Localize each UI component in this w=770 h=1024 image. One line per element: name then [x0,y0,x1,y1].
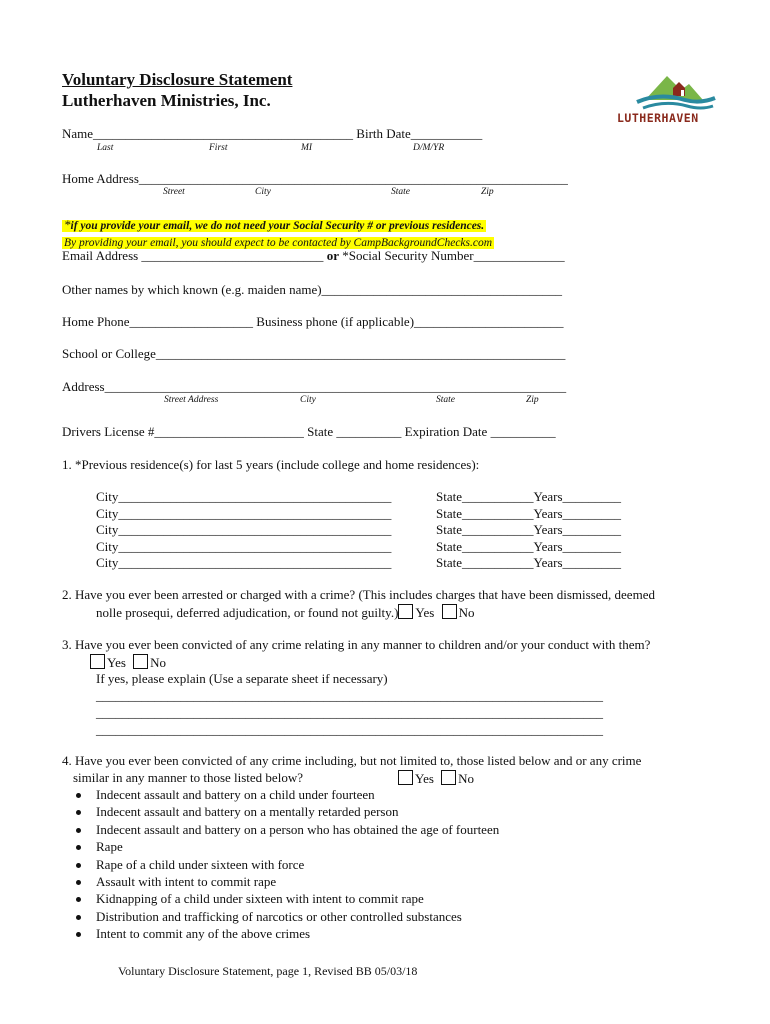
address-sub-zip: Zip [526,395,539,405]
q4-yes-label: Yes [415,771,434,786]
crime-list-item: Distribution and trafficking of narcotics or other controlled substances [96,908,462,924]
q3-yes-checkbox[interactable] [90,654,105,669]
page-footer: Voluntary Disclosure Statement, page 1, Revised BB 05/03/18 [118,964,418,978]
school-field[interactable]: School or College_______________________________________________________________ [62,346,566,361]
question-2-line-1: 2. Have you ever been arrested or charged with a crime? (This includes charges that have been dismissed, deemed [62,587,655,602]
bullet-icon [76,932,81,937]
drivers-license-field[interactable]: Drivers License #_______________________ State __________ Expiration Date __________ [62,424,556,439]
crime-list-item: Intent to commit any of the above crimes [96,926,311,942]
name-sub-last: Last [97,143,114,153]
address-sub-street: Street Address [164,395,219,405]
q2-no-label: No [458,605,475,620]
residence-state-lines[interactable] [436,489,621,572]
residence-city-lines[interactable] [96,489,391,572]
q2-yes-checkbox[interactable] [398,604,413,619]
q3-explain-label: If yes, please explain (Use a separate sheet if necessary) [96,671,388,686]
home-sub-street: Street [163,187,185,197]
or-label: or [326,248,339,263]
home-sub-city: City [255,187,271,197]
residence-state-years-line[interactable]: State___________Years_________ [436,522,622,537]
address-sub-state: State [436,395,455,405]
residence-state-years-line[interactable]: State___________Years_________ [436,489,622,504]
q3-explain-lines[interactable] [96,687,603,738]
name-birthdate-field[interactable]: Name________________________________________ Birth Date___________ [62,126,483,141]
q3-no-label: No [150,655,167,670]
q3-yes-label: Yes [107,655,126,670]
residence-city-line[interactable]: City__________________________________________ [96,538,392,554]
bullet-icon [76,828,81,833]
residence-state-years-line[interactable]: State___________Years_________ [436,555,622,570]
organization-name: Lutherhaven Ministries, Inc. [62,91,271,110]
bullet-icon [76,793,81,798]
email-field[interactable]: Email Address ____________________________ [62,248,324,263]
residence-city-line[interactable]: City__________________________________________ [96,505,392,521]
residence-city-line[interactable]: City__________________________________________ [96,555,392,570]
ssn-field[interactable]: *Social Security Number______________ [342,248,565,263]
lutherhaven-logo [615,68,730,126]
other-names-field[interactable]: Other names by which known (e.g. maiden name)_____________________________________ [62,282,563,297]
question-3: 3. Have you ever been convicted of any crime relating in any manner to children and/or your conduct with them? [62,637,651,652]
explain-line[interactable]: ______________________________________________________________________________ [96,705,603,720]
q3-options [90,654,166,671]
address-field[interactable]: Address_______________________________________________________________________ [62,379,567,394]
form-title: Voluntary Disclosure Statement [62,70,293,89]
bullet-icon [76,863,81,868]
q2-yes-label: Yes [415,605,435,620]
crime-list-item: Assault with intent to commit rape [96,874,277,889]
home-sub-zip: Zip [481,187,494,197]
q4-no-checkbox[interactable] [441,770,456,785]
question-2-line-2: nolle prosequi, deferred adjudication, or found not guilty.) Yes No [96,605,475,620]
question-4-line-1: 4. Have you ever been convicted of any crime including, but not limited to, those listed below and or any crime [62,753,642,768]
name-sub-mi: MI [301,143,313,153]
explain-line[interactable]: ______________________________________________________________________________ [96,688,603,703]
crime-list-item: Indecent assault and battery on a mentally retarded person [96,804,399,820]
name-sub-dob: D/M/YR [413,143,445,153]
residence-state-years-line[interactable]: State___________Years_________ [436,538,622,554]
mountain-house-icon [615,68,730,112]
email-ssn-row [62,248,565,264]
q4-no-label: No [458,771,475,786]
question-1: 1. *Previous residence(s) for last 5 years (include college and home residences): [62,457,480,472]
notice-line-2: By providing your email, you should expect to be contacted by CampBackgroundChecks.com [64,237,493,249]
residence-state-years-line[interactable]: State___________Years_________ [436,505,622,521]
bullet-icon [76,810,81,815]
bullet-icon [76,880,81,885]
crime-list-item: Rape of a child under sixteen with force [96,856,305,872]
question-4-line-2: similar in any manner to those listed below? [73,770,303,785]
crime-list-item: Indecent assault and battery on a person who has obtained the age of fourteen [96,821,500,837]
bullet-icon [76,897,81,902]
phone-fields[interactable]: Home Phone___________________ Business phone (if applicable)_______________________ [62,314,564,329]
residence-city-line[interactable]: City__________________________________________ [96,489,392,504]
crime-list-item: Indecent assault and battery on a child under fourteen [96,787,375,802]
home-address-field[interactable]: Home Address__________________________________________________________________ [62,171,568,186]
bullet-icon [76,915,81,920]
notice-line-1: *if you provide your email, we do not need your Social Security # or previous residences. [64,217,485,232]
logo-text: LUTHERHAVEN [617,111,699,125]
address-sub-city: City [300,395,316,405]
residence-city-line[interactable]: City__________________________________________ [96,522,392,537]
home-sub-state: State [391,187,410,197]
explain-line[interactable]: ______________________________________________________________________________ [96,722,603,737]
q3-no-checkbox[interactable] [133,654,148,669]
crime-list-item: Kidnapping of a child under sixteen with intent to commit rape [96,891,424,907]
bullet-icon [76,845,81,850]
name-sub-first: First [209,143,228,153]
crime-list-item: Rape [96,839,123,855]
q4-options [398,770,474,787]
q4-yes-checkbox[interactable] [398,770,413,785]
q2-no-checkbox[interactable] [442,604,457,619]
